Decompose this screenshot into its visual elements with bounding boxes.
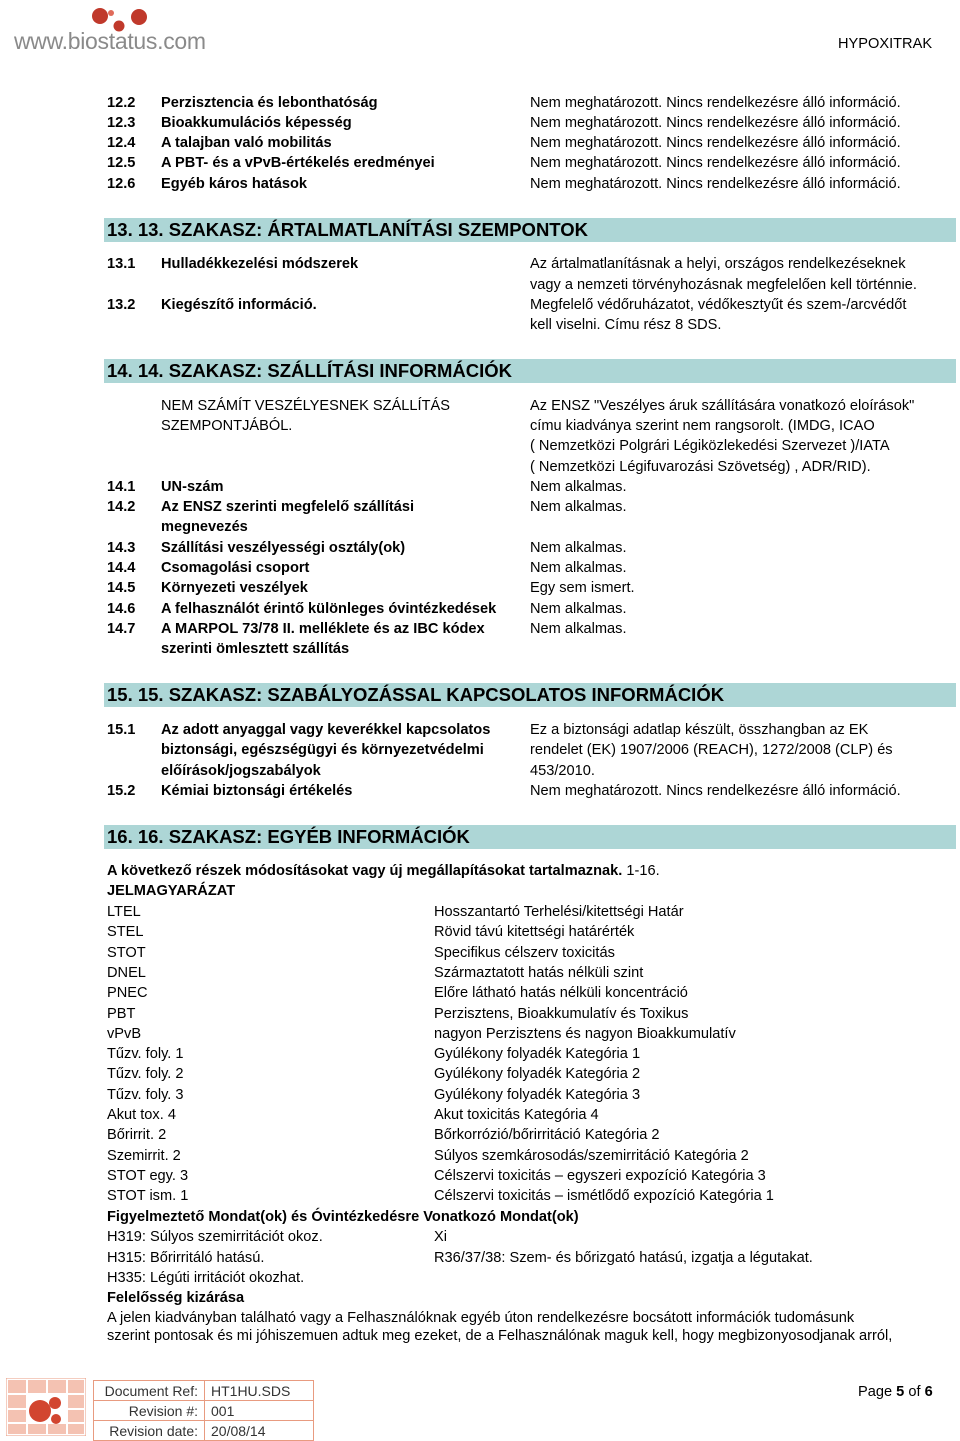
glossary-row — [0, 1064, 960, 1084]
row-value: 453/2010. — [530, 763, 595, 779]
header-logo — [12, 4, 262, 54]
page-total: 6 — [924, 1384, 933, 1400]
intro-right: Az ENSZ "Veszélyes áruk szállítására vonatkozó eloírások" — [530, 398, 915, 414]
row-number: 14.5 — [107, 580, 136, 596]
sec14-row — [0, 619, 960, 639]
glossary-abbreviation: LTEL — [107, 904, 141, 920]
row-value: Nem meghatározott. Nincs rendelkezésre álló információ. — [530, 176, 901, 192]
glossary-definition: Gyúlékony folyadék Kategória 3 — [434, 1087, 641, 1103]
sec14-intro — [0, 416, 960, 436]
disclaimer-line — [0, 1308, 960, 1328]
glossary-row — [0, 902, 960, 922]
sec15-row — [0, 720, 960, 740]
glossary-abbreviation: STOT — [107, 945, 146, 961]
doc-ref-label: Document Ref: — [94, 1381, 205, 1401]
glossary-abbreviation: Tűzv. foly. 1 — [107, 1046, 184, 1062]
row-label: megnevezés — [161, 519, 248, 535]
row-label: Kémiai biztonsági értékelés — [161, 783, 353, 799]
row-number: 12.5 — [107, 155, 136, 171]
page-of: of — [908, 1384, 921, 1400]
table-row — [94, 1421, 314, 1441]
row-value: rendelet (EK) 1907/2006 (REACH), 1272/2008 (CLP) és — [530, 742, 893, 758]
glossary-row — [0, 1024, 960, 1044]
row-number: 14.1 — [107, 479, 136, 495]
section-15-heading: 15. 15. SZAKASZ: SZABÁLYOZÁSSAL KAPCSOLATOS INFORMÁCIÓK — [104, 683, 956, 707]
glossary-row — [0, 1186, 960, 1206]
row-label: Egyéb káros hatások — [161, 176, 308, 192]
intro-left: NEM SZÁMÍT VESZÉLYESNEK SZÁLLÍTÁS — [161, 398, 450, 414]
page-prefix: Page — [858, 1384, 893, 1400]
sec13-row — [0, 254, 960, 274]
page-current: 5 — [896, 1384, 905, 1400]
xi-symbol: Xi — [434, 1229, 447, 1245]
row-value: Nem meghatározott. Nincs rendelkezésre álló információ. — [530, 115, 901, 131]
glossary-definition: Célszervi toxicitás – ismétlődő expozíció Kategória 1 — [434, 1188, 774, 1204]
glossary-row — [0, 963, 960, 983]
row-value: vagy a nemzeti törvényhozásnak megfelelően kell történnie. — [530, 277, 917, 293]
row-number: 14.6 — [107, 601, 136, 617]
sec12-row — [0, 133, 960, 153]
row-number: 12.3 — [107, 115, 136, 131]
section-13-heading: 13. 13. SZAKASZ: ÁRTALMATLANÍTÁSI SZEMPONTOK — [104, 218, 956, 242]
row-value: Egy sem ismert. — [530, 580, 635, 596]
row-value: Nem meghatározott. Nincs rendelkezésre álló információ. — [530, 135, 901, 151]
glossary-abbreviation: Tűzv. foly. 2 — [107, 1066, 184, 1082]
sec12-row — [0, 153, 960, 173]
disclaimer-text: szerint pontosak és mi jóhiszemuen adtuk meg ezeket, de a Felhasználónak maguk kell, hogy megbizonyosodjanak arról, — [107, 1328, 893, 1344]
phrases-title-text: Figyelmeztető Mondat(ok) és Óvintézkedésre Vonatkozó Mondat(ok) — [107, 1209, 579, 1225]
glossary-row — [0, 1125, 960, 1145]
row-value: Nem meghatározott. Nincs rendelkezésre álló információ. — [530, 783, 901, 799]
disclaimer-text: A jelen kiadványban található vagy a Felhasználóknak egyéb úton rendelkezésre bocsátott információk tudomásunk — [107, 1310, 855, 1326]
row-number: 12.2 — [107, 95, 136, 111]
row-number: 13.2 — [107, 297, 136, 313]
row-label: Az ENSZ szerinti megfelelő szállítási — [161, 499, 415, 515]
row-label: A MARPOL 73/78 II. melléklete és az IBC kódex — [161, 621, 485, 637]
intro-right: ( Nemzetközi Polgrári Légiközlekedési Szervezet )/IATA — [530, 438, 890, 454]
row-value: Megfelelő védőruházatot, védőkesztyűt és szem-/arcvédőt — [530, 297, 907, 313]
glossary-definition: Specifikus célszerv toxicitás — [434, 945, 615, 961]
r36-phrase: R36/37/38: Szem- és bőrizgató hatású, izgatja a légutakat. — [434, 1250, 813, 1266]
intro-left: SZEMPONTJÁBÓL. — [161, 418, 293, 434]
row-value: Nem alkalmas. — [530, 540, 627, 556]
section-16-heading: 16. 16. SZAKASZ: EGYÉB INFORMÁCIÓK — [104, 825, 956, 849]
row-value-cont — [0, 315, 960, 335]
revision-label: Revision #: — [94, 1401, 205, 1421]
glossary-abbreviation: vPvB — [107, 1026, 142, 1042]
row-value-cont — [0, 275, 960, 295]
sec14-intro — [0, 396, 960, 416]
sec14-row — [0, 538, 960, 558]
sec14-intro — [0, 436, 960, 456]
row-label: A felhasználót érintő különleges óvintézkedések — [161, 601, 497, 617]
disclaimer-line — [0, 1326, 960, 1346]
row-label: előírások/jogszabályok — [161, 763, 321, 779]
sec15-row — [0, 781, 960, 801]
phrase-line — [0, 1248, 960, 1268]
row-label: biztonsági, egészségügyi és környezetvédelmi — [161, 742, 484, 758]
glossary-row — [0, 983, 960, 1003]
glossary-abbreviation: Tűzv. foly. 3 — [107, 1087, 184, 1103]
sec15-row-cont — [0, 740, 960, 760]
row-label: Környezeti veszélyek — [161, 580, 308, 596]
phrases-title — [0, 1207, 960, 1227]
legend-title-text: JELMAGYARÁZAT — [107, 883, 236, 899]
revision-value: 001 — [205, 1401, 314, 1421]
row-label: Csomagolási csoport — [161, 560, 310, 576]
row-value: kell viselni. Címu rész 8 SDS. — [530, 317, 722, 333]
glossary-abbreviation: DNEL — [107, 965, 146, 981]
phrase-line — [0, 1268, 960, 1288]
row-number: 14.3 — [107, 540, 136, 556]
row-label: szerinti ömlesztett szállítás — [161, 641, 350, 657]
table-row — [94, 1401, 314, 1421]
glossary-definition: Hosszantartó Terhelési/kitettségi Határ — [434, 904, 684, 920]
changes-line — [0, 861, 960, 881]
row-label: A PBT- és a vPvB-értékelés eredményei — [161, 155, 435, 171]
sec12-row — [0, 93, 960, 113]
intro-right: címu kiadványa szerint nem rangsorolt. (IMDG, ICAO — [530, 418, 875, 434]
row-number: 12.6 — [107, 176, 136, 192]
glossary-abbreviation: Bőrirrit. 2 — [107, 1127, 167, 1143]
row-number: 14.2 — [107, 499, 136, 515]
logo-text: www.biostatus.com — [14, 28, 206, 54]
glossary-definition: Célszervi toxicitás – egyszeri expozíció Kategória 3 — [434, 1168, 766, 1184]
glossary-row — [0, 1044, 960, 1064]
sec12-row — [0, 174, 960, 194]
row-value: Nem meghatározott. Nincs rendelkezésre álló információ. — [530, 155, 901, 171]
glossary-definition: Előre látható hatás nélküli koncentráció — [434, 985, 688, 1001]
sec12-row — [0, 113, 960, 133]
row-number: 14.4 — [107, 560, 136, 576]
glossary-abbreviation: PNEC — [107, 985, 148, 1001]
glossary-row — [0, 1146, 960, 1166]
row-label: Kiegészítő információ. — [161, 297, 317, 313]
row-value: Nem alkalmas. — [530, 601, 627, 617]
glossary-abbreviation: STOT egy. 3 — [107, 1168, 189, 1184]
row-number: 13.1 — [107, 256, 136, 272]
row-value: Nem alkalmas. — [530, 499, 627, 515]
glossary-row — [0, 1166, 960, 1186]
glossary-row — [0, 1105, 960, 1125]
document-info-table — [93, 1380, 314, 1441]
glossary-abbreviation: STOT ism. 1 — [107, 1188, 189, 1204]
h315-phrase: H315: Bőrirritáló hatású. — [107, 1250, 265, 1266]
glossary-abbreviation: PBT — [107, 1006, 136, 1022]
glossary-abbreviation: Szemirrit. 2 — [107, 1148, 181, 1164]
sec14-row — [0, 599, 960, 619]
glossary-definition: Rövid távú kitettségi határérték — [434, 924, 635, 940]
sec14-row — [0, 497, 960, 517]
row-number: 15.2 — [107, 783, 136, 799]
glossary-definition: nagyon Perzisztens és nagyon Bioakkumulatív — [434, 1026, 736, 1042]
sec15-row-cont — [0, 761, 960, 781]
h319-phrase: H319: Súlyos szemirritációt okoz. — [107, 1229, 323, 1245]
row-label: Perzisztencia és lebonthatóság — [161, 95, 378, 111]
row-value: Ez a biztonsági adatlap készült, összhangban az EK — [530, 722, 869, 738]
row-number: 15.1 — [107, 722, 136, 738]
footer-logo — [6, 1378, 86, 1436]
glossary-abbreviation: Akut tox. 4 — [107, 1107, 176, 1123]
revision-date-label: Revision date: — [94, 1421, 205, 1441]
row-value: Nem meghatározott. Nincs rendelkezésre álló információ. — [530, 95, 901, 111]
row-number: 14.7 — [107, 621, 136, 637]
h335-phrase: H335: Légúti irritációt okozhat. — [107, 1270, 305, 1286]
biostatus-footer-logo-icon — [6, 1378, 86, 1436]
row-label: UN-szám — [161, 479, 224, 495]
intro-right: ( Nemzetközi Légifuvarozási Szövetség) , ADR/RID). — [530, 459, 871, 475]
row-value: Nem alkalmas. — [530, 560, 627, 576]
glossary-row — [0, 943, 960, 963]
row-value: Az ártalmatlanításnak a helyi, országos rendelkezéseknek — [530, 256, 906, 272]
row-label: Szállítási veszélyességi osztály(ok) — [161, 540, 406, 556]
glossary-definition: Akut toxicitás Kategória 4 — [434, 1107, 599, 1123]
glossary-row — [0, 1004, 960, 1024]
glossary-row — [0, 1085, 960, 1105]
sec14-row — [0, 578, 960, 598]
row-label: A talajban való mobilitás — [161, 135, 332, 151]
revision-date-value: 20/08/14 — [205, 1421, 314, 1441]
glossary-definition: Gyúlékony folyadék Kategória 2 — [434, 1066, 641, 1082]
glossary-definition: Súlyos szemkárosodás/szemirritáció Kategória 2 — [434, 1148, 749, 1164]
page-number — [858, 1384, 933, 1400]
row-label: Az adott anyaggal vagy keverékkel kapcsolatos — [161, 722, 491, 738]
disclaimer-title — [0, 1288, 960, 1308]
changes-label: A következő részek módosításokat vagy új megállapításokat tartalmaznak. — [107, 863, 623, 879]
row-label: Hulladékkezelési módszerek — [161, 256, 359, 272]
row-number: 12.4 — [107, 135, 136, 151]
glossary-abbreviation: STEL — [107, 924, 144, 940]
sec13-row — [0, 295, 960, 315]
sec14-row-cont — [0, 517, 960, 537]
glossary-definition: Gyúlékony folyadék Kategória 1 — [434, 1046, 641, 1062]
row-value: Nem alkalmas. — [530, 621, 627, 637]
sec14-row — [0, 558, 960, 578]
sec14-row-cont — [0, 639, 960, 659]
glossary-row — [0, 922, 960, 942]
product-name: HYPOXITRAK — [838, 36, 933, 52]
section-14-heading: 14. 14. SZAKASZ: SZÁLLÍTÁSI INFORMÁCIÓK — [104, 359, 956, 383]
sec14-row — [0, 477, 960, 497]
glossary-definition: Bőrkorrózió/bőrirritáció Kategória 2 — [434, 1127, 660, 1143]
doc-ref-value: HT1HU.SDS — [205, 1381, 314, 1401]
legend-title — [0, 881, 960, 901]
glossary-definition: Származtatott hatás nélküli szint — [434, 965, 644, 981]
disclaimer-title-text: Felelősség kizárása — [107, 1290, 245, 1306]
row-label: Bioakkumulációs képesség — [161, 115, 352, 131]
sec14-intro — [0, 457, 960, 477]
table-row — [94, 1381, 314, 1401]
glossary-definition: Perzisztens, Bioakkumulatív és Toxikus — [434, 1006, 689, 1022]
phrase-line — [0, 1227, 960, 1247]
row-value: Nem alkalmas. — [530, 479, 627, 495]
changes-value: 1-16. — [626, 863, 660, 879]
